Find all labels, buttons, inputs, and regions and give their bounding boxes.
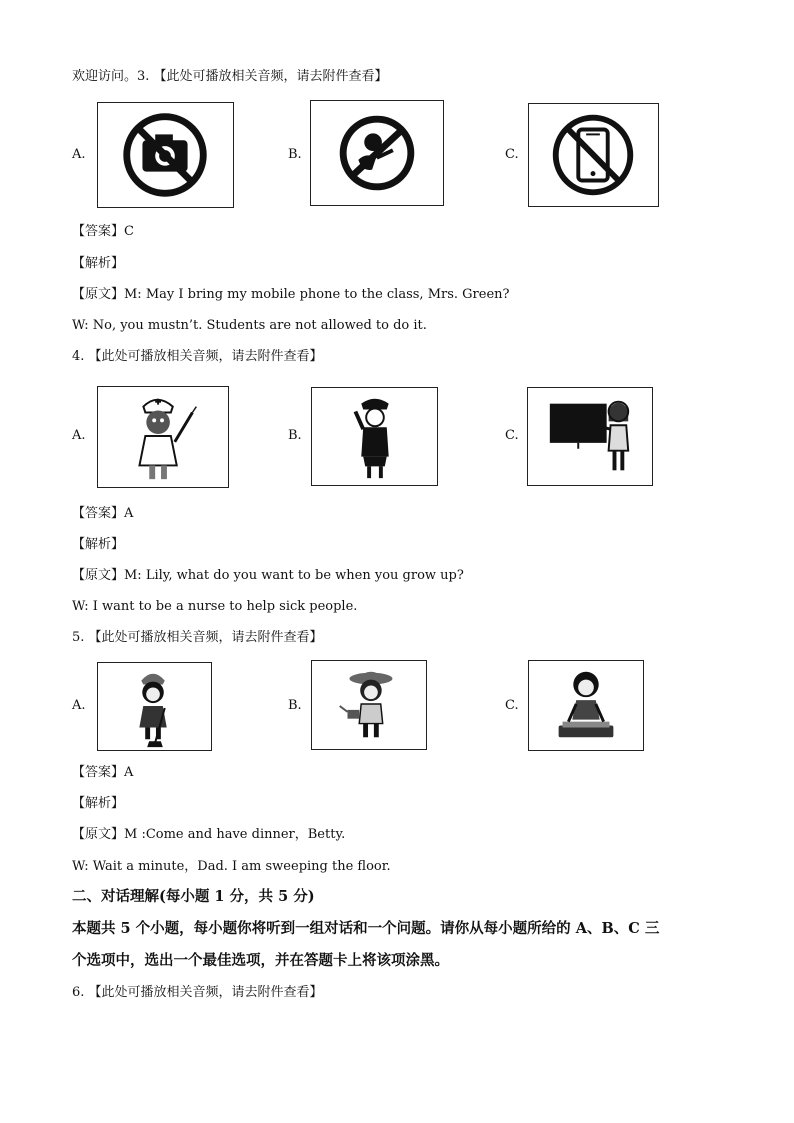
q4-script-w: W: I want to be a nurse to help sick people. bbox=[72, 599, 358, 614]
q5-title: 5. 【此处可播放相关音频，请去附件查看】 bbox=[72, 630, 323, 645]
police-officer-icon bbox=[312, 388, 437, 485]
q5-option-c-image bbox=[528, 660, 644, 751]
q3-analysis: 【解析】 bbox=[72, 256, 125, 271]
girl-sweeping-icon bbox=[98, 663, 211, 750]
q4-analysis: 【解析】 bbox=[72, 537, 125, 552]
q4-option-a-label: A. bbox=[72, 428, 86, 443]
q3-option-a-image bbox=[97, 102, 234, 208]
section2-heading: 二、对话理解(每小题 1 分，共 5 分) bbox=[72, 888, 315, 905]
q4-option-a-image bbox=[97, 386, 229, 488]
q5-answer: 【答案】A bbox=[72, 765, 134, 780]
q4-option-c-label: C. bbox=[505, 428, 519, 443]
q3-option-b-label: B. bbox=[288, 147, 302, 162]
q5-option-a-label: A. bbox=[72, 698, 86, 713]
no-smoking-icon bbox=[311, 101, 443, 205]
girl-watering-icon bbox=[312, 661, 426, 749]
q3-intro: 欢迎访问。3. 【此处可播放相关音频，请去附件查看】 bbox=[72, 69, 388, 84]
q4-option-c-image bbox=[527, 387, 653, 486]
q3-script-m: 【原文】M: May I bring my mobile phone to the class, Mrs. Green? bbox=[72, 287, 510, 302]
q5-option-c-label: C. bbox=[505, 698, 519, 713]
q4-title: 4. 【此处可播放相关音频，请去附件查看】 bbox=[72, 349, 323, 364]
teacher-icon bbox=[528, 388, 652, 485]
q3-answer: 【答案】C bbox=[72, 224, 134, 239]
q3-option-b-image bbox=[310, 100, 444, 206]
section2-instruction-1: 本题共 5 个小题，每小题你将听到一组对话和一个问题。请你从每小题所给的 A、B、C 三 bbox=[72, 920, 660, 937]
q3-script-w: W: No, you mustn’t. Students are not allowed to do it. bbox=[72, 318, 427, 333]
q4-answer: 【答案】A bbox=[72, 506, 134, 521]
q5-option-b-image bbox=[311, 660, 427, 750]
q4-option-b-image bbox=[311, 387, 438, 486]
no-phone-icon bbox=[529, 104, 658, 206]
q5-option-a-image bbox=[97, 662, 212, 751]
q3-option-a-label: A. bbox=[72, 147, 86, 162]
q4-option-b-label: B. bbox=[288, 428, 302, 443]
q3-option-c-label: C. bbox=[505, 147, 519, 162]
q6-title: 6. 【此处可播放相关音频，请去附件查看】 bbox=[72, 985, 323, 1000]
girl-washing-icon bbox=[529, 661, 643, 750]
nurse-icon bbox=[98, 387, 228, 487]
q5-script-m: 【原文】M :Come and have dinner，Betty. bbox=[72, 827, 346, 842]
q5-script-w: W: Wait a minute，Dad. I am sweeping the floor. bbox=[72, 859, 391, 874]
q5-analysis: 【解析】 bbox=[72, 796, 125, 811]
section2-instruction-2: 个选项中，选出一个最佳选项，并在答题卡上将该项涂黑。 bbox=[72, 952, 449, 969]
q4-script-m: 【原文】M: Lily, what do you want to be when you grow up? bbox=[72, 568, 464, 583]
q5-option-b-label: B. bbox=[288, 698, 302, 713]
no-camera-icon bbox=[98, 103, 233, 207]
q3-option-c-image bbox=[528, 103, 659, 207]
